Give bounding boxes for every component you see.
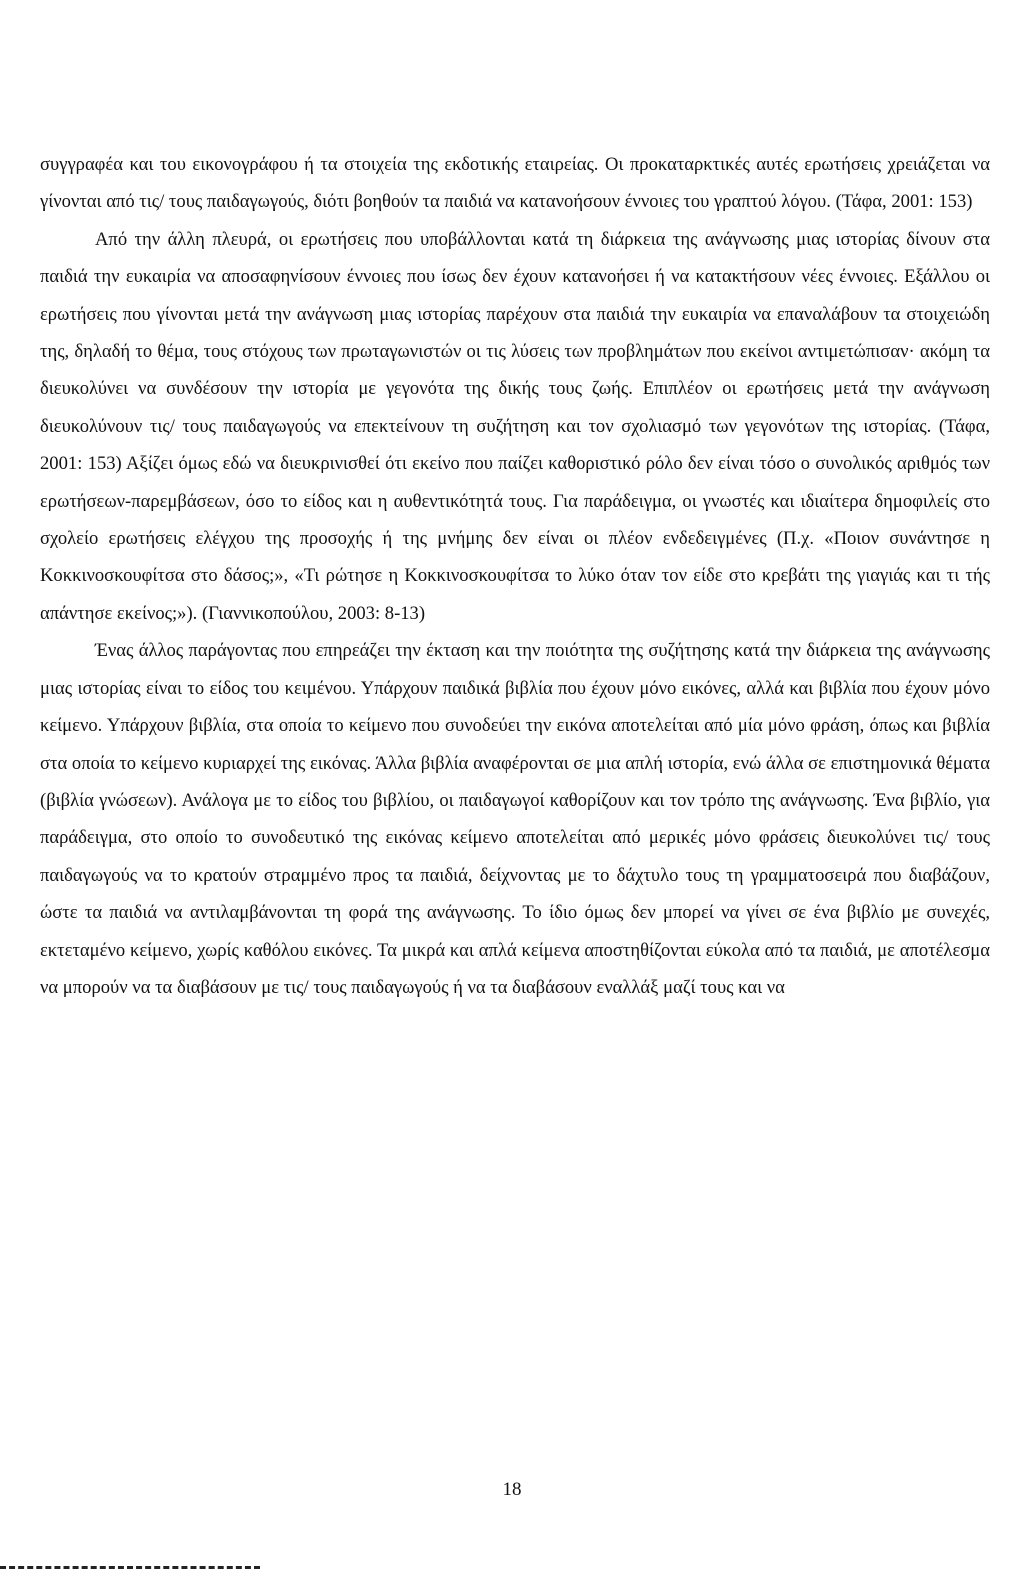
page-number: 18 [502, 1479, 522, 1500]
paragraph-continued: συγγραφέα και του εικονογράφου ή τα στοιχεία της εκδοτικής εταιρείας. Οι προκαταρκτικές αυτές ερωτήσεις χρειάζεται να γίνονται από τις/ τους παιδαγωγούς, διότι βοηθούν τα παιδιά να κατανοήσουν έννοιες του γραπτού λόγου. (Τάφα, 2001: 153) [40, 154, 990, 213]
scan-edge-rule [0, 1566, 260, 1569]
paragraph: Ένας άλλος παράγοντας που επηρεάζει την έκταση και την ποιότητα της συζήτησης κατά την διάρκεια της ανάγνωσης μιας ιστορίας είναι το είδος του κειμένου. Υπάρχουν παιδικά βιβλία που έχουν μόνο εικόνες, αλλά και βιβλία που έχουν μόνο κείμενο. Υπάρχουν βιβλία, στα οποία το κείμενο που συνοδεύει την εικόνα αποτελείται από μία μόνο φράση, όπως και βιβλία στα οποία το κείμενο κυριαρχεί της εικόνας. Άλλα βιβλία αναφέρονται σε μια απλή ιστορία, ενώ άλλα σε επιστημονικά θέματα (βιβλία γνώσεων). Ανάλογα με το είδος του βιβλίου, οι παιδαγωγοί καθορίζουν και τον τρόπο της ανάγνωσης. Ένα βιβλίο, για παράδειγμα, στο οποίο το συνοδευτικό της εικόνας κείμενο αποτελείται από μερικές μόνο φράσεις διευκολύνει τις/ τους παιδαγωγούς να το κρατούν στραμμένο προς τα παιδιά, δείχνοντας με το δάχτυλο τους τη γραμματοσειρά που διαβάζουν, ώστε τα παιδιά να αντιλαμβάνονται τη φορά της ανάγνωσης. Το ίδιο όμως δεν μπορεί να γίνει σε ένα βιβλίο με συνεχές, εκτεταμένο κείμενο, χωρίς καθόλου εικόνες. Τα μικρά και απλά κείμενα αποστηθίζονται εύκολα από τα παιδιά, με αποτέλεσμα να μπορούν να τα διαβάσουν με τις/ τους παιδαγωγούς ή να τα διαβάσουν εναλλάξ μαζί τους και να [40, 640, 990, 998]
body-text [40, 146, 990, 1006]
paragraph: Από την άλλη πλευρά, οι ερωτήσεις που υποβάλλονται κατά τη διάρκεια της ανάγνωσης μιας ιστορίας δίνουν στα παιδιά την ευκαιρία να αποσαφηνίσουν έννοιες που ίσως δεν έχουν κατανοήσει ή να κατακτήσουν νέες έννοιες. Εξάλλου οι ερωτήσεις που γίνονται μετά την ανάγνωση μιας ιστορίας παρέχουν στα παιδιά την ευκαιρία να επαναλάβουν τα στοιχειώδη της, δηλαδή το θέμα, τους στόχους των πρωταγωνιστών οι τις λύσεις των προβλημάτων που εκείνοι αντιμετώπισαν· ακόμη τα διευκολύνει να συνδέσουν την ιστορία με γεγονότα της δικής τους ζωής. Επιπλέον οι ερωτήσεις μετά την ανάγνωση διευκολύνουν τις/ τους παιδαγωγούς να επεκτείνουν τη συζήτηση και τον σχολιασμό των γεγονότων της ιστορίας. (Τάφα, 2001: 153) Αξίζει όμως εδώ να διευκρινισθεί ότι εκείνο που παίζει καθοριστικό ρόλο δεν είναι τόσο ο συνολικός αριθμός των ερωτήσεων-παρεμβάσεων, όσο το είδος και η αυθεντικότητά τους. Για παράδειγμα, οι γνωστές και ιδιαίτερα δημοφιλείς στο σχολείο ερωτήσεις ελέγχου της προσοχής ή της μνήμης δεν είναι οι πλέον ενδεδειγμένες (Π.χ. «Ποιον συνάντησε η Κοκκινοσκουφίτσα στο δάσος;», «Τι ρώτησε η Κοκκινοσκουφίτσα το λύκο όταν τον είδε στο κρεβάτι της γιαγιάς και τι τής απάντησε εκείνος;»). (Γιαννικοπούλου, 2003: 8-13) [40, 228, 990, 624]
